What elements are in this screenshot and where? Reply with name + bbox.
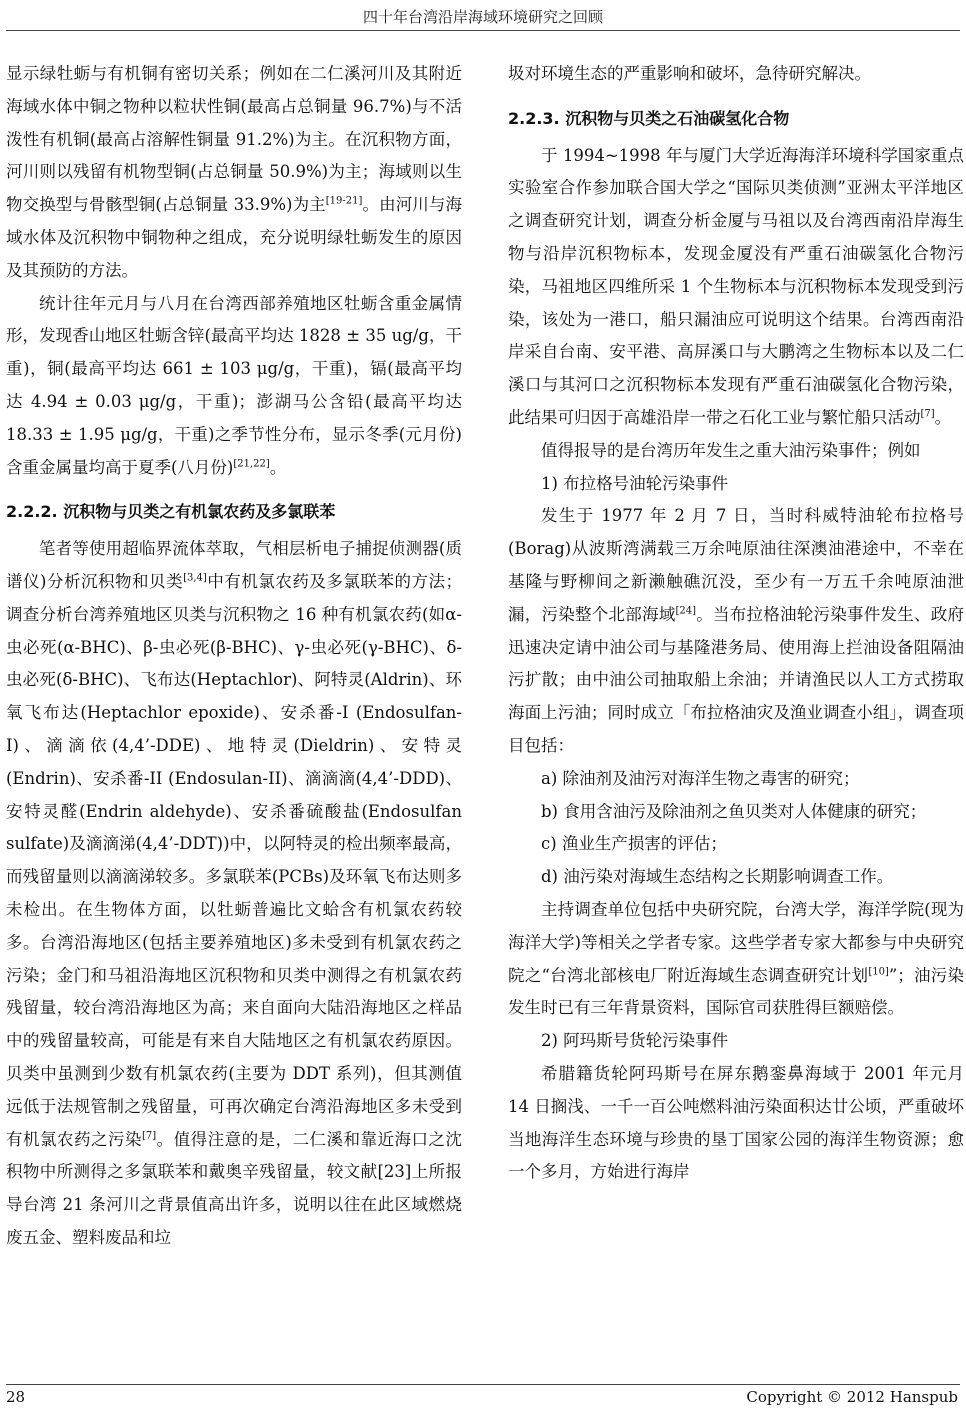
citation[interactable]: [10] xyxy=(868,966,889,978)
citation[interactable]: [7] xyxy=(141,1130,157,1141)
running-header: 四十年台湾沿岸海域环境研究之回顾 xyxy=(362,8,603,26)
paragraph: 希腊籍货轮阿玛斯号在屏东鹅銮鼻海域于 2001 年元月 14 日搁浅、一千一百公吨燃料油污染面积达廿公顷，严重破坏当地海洋生态环境与珍贵的垦丁国家公园的海洋生物资源；愈一个多月，方始进行海岸 xyxy=(508,1063,964,1182)
citation[interactable]: [7] xyxy=(920,408,935,420)
left-column xyxy=(6,58,462,1255)
paragraph: 于 1994~1998 年与厦门大学近海海洋环境科学国家重点实验室合作参加联合国大学之“国际贝类侦测”亚洲太平洋地区之调查研究计划，调查分析金厦与马祖以及台湾西南沿岸海生物与沿岸沉积物标本，发现金厦没有严重石油碳氢化合物污染，马祖地区四维所采 1 个生物标本与沉积物标本发现受到污染，该处为一港口，船只漏油应可说明这个结果。台湾西南沿岸采自台南、安平港、高屏溪口与大鹏湾之生物标本以及二仁溪口与其河口之沉积物标本发现有严重石油碳氢化合物污染，此结果可归因于高雄沿岸一带之石化工业与繁忙船只活动[7]。 xyxy=(508,145,964,427)
section-heading: 2.2.3. 沉积物与贝类之石油碳氢化合物 xyxy=(508,108,790,128)
list-item: 2) 阿玛斯号货轮污染事件 xyxy=(541,1031,729,1051)
list-item: c) 渔业生产损害的评估； xyxy=(541,834,727,854)
paragraph: 显示绿牡蛎与有机铜有密切关系；例如在二仁溪河川及其附近海域水体中铜之物种以粒状性铜(最高占总铜量 96.7%)与不活泼性有机铜(最高占溶解性铜量 91.2%)为主。在沉积物方面，河川则以残留有机物型铜(占总铜量 50.9%)为主；海域则以生物交换型与骨骸型铜(占总铜量 33.9%)为主[19-21]。由河川与海域水体及沉积物中铜物种之组成，充分说明绿牡蛎发生的原因及其预防的方法。 xyxy=(6,64,463,280)
citation[interactable]: [24] xyxy=(675,605,697,617)
copyright: Copyright © 2012 Hanspub xyxy=(746,1388,958,1406)
list-item: a) 除油剂及油污对海洋生物之毒害的研究； xyxy=(541,768,860,788)
list-item: d) 油污染对海域生态结构之长期影响调查工作。 xyxy=(541,867,894,887)
paragraph: 圾对环境生态的严重影响和破坏，急待研究解决。 xyxy=(508,64,871,83)
section-heading: 2.2.2. 沉积物与贝类之有机氯农药及多氯联苯 xyxy=(6,502,336,522)
footer-rule xyxy=(6,1384,960,1385)
citation[interactable]: [19-21] xyxy=(325,195,363,207)
header-rule xyxy=(6,30,960,31)
paragraph: 笔者等使用超临界流体萃取，气相层析电子捕捉侦测器(质谱仪)分析沉积物和贝类[3,4]中有机氯农药及多氯联苯的方法；调查分析台湾养殖地区贝类与沉积物之 16 种有机氯农药(如α-虫必死(α-BHC)、β-虫必死(β-BHC)、γ-虫必死(γ-BHC)、δ-虫必死(δ-BHC)、飞布达(Heptachlor)、阿特灵(Aldrin)、环氧飞布达(Heptachlor epoxide)、安杀番-I (Endosulfan-I)、滴滴依(4,4’-DDE)、地特灵(Dieldrin)、安特灵(Endrin)、安杀番-II (Endosulan-II)、滴滴滴(4,4’-DDD)、安特灵醛(Endrin aldehyde)、安杀番硫酸盐(Endosulfan sulfate)及滴滴涕(4,4’-DDT))中，以阿特灵的检出频率最高，而残留量则以滴滴涕较多。多氯联苯(PCBs)及环氧飞布达则多未检出。在生物体方面，以牡蛎普遍比文蛤含有机氯农药较多。台湾沿海地区(包括主要养殖地区)多未受到有机氯农药之污染；金门和马祖沿海地区沉积物和贝类中测得之有机氯农药残留量，较台湾沿海地区为高；来自面向大陆沿海地区之样品中的残留量较高，可能是有来自大陆地区之有机氯农药原因。贝类中虽测到少数有机氯农药(主要为 DDT 系列)，但其测值远低于法规管制之残留量，可再次确定台湾沿海地区多未受到有机氯农药之污染[7]。值得注意的是，二仁溪和靠近海口之沈积物中所测得之多氯联苯和戴奥辛残留量，较文献[23]上所报导台湾 21 条河川之背景值高出许多，说明以往在此区域燃烧废五金、塑料废品和垃 xyxy=(6,539,463,1247)
paragraph: 统计往年元月与八月在台湾西部养殖地区牡蛎含重金属情形，发现香山地区牡蛎含锌(最高平均达 1828 ± 35 ug/g，干重)，铜(最高平均达 661 ± 103 μg/g，干重)，镉(最高平均达 4.94 ± 0.03 μg/g，干重)；澎湖马公含铅(最高平均达 18.33 ± 1.95 μg/g，干重)之季节性分布，显示冬季(元月份)含重金属量均高于夏季(八月份)[21,22]。 xyxy=(6,293,462,477)
list-item: b) 食用含油污及除油剂之鱼贝类对人体健康的研究； xyxy=(541,801,927,821)
page-number: 28 xyxy=(6,1388,26,1406)
list-item: 1) 布拉格号油轮污染事件 xyxy=(541,473,729,493)
paragraph: 值得报导的是台湾历年发生之重大油污染事件；例如 xyxy=(541,440,921,460)
citation[interactable]: [21,22] xyxy=(233,458,270,470)
paragraph: 发生于 1977 年 2 月 7 日，当时科威特油轮布拉格号(Borag)从波斯湾满载三万余吨原油往深澳油港途中，不幸在基隆与野柳间之新濑触礁沉没，至少有一万五千余吨原油泄漏，污染整个北部海域[24]。当布拉格油轮污染事件发生、政府迅速决定请中油公司与基隆港务局、使用海上拦油设备阻隔油污扩散；由中油公司抽取船上余油；并请渔民以人工方式捞取海面上污油；同时成立「布拉格油灾及渔业调查小组」，调查项目包括： xyxy=(508,506,965,755)
citation[interactable]: [3,4] xyxy=(183,572,207,584)
right-column xyxy=(508,58,964,1189)
paragraph: 主持调查单位包括中央研究院，台湾大学，海洋学院(现为海洋大学)等相关之学者专家。这些学者专家大都参与中央研究院之“台湾北部核电厂附近海域生态调查研究计划[10]”；油污染发生时已有三年背景资料，国际官司获胜得巨额赔偿。 xyxy=(508,899,965,1018)
